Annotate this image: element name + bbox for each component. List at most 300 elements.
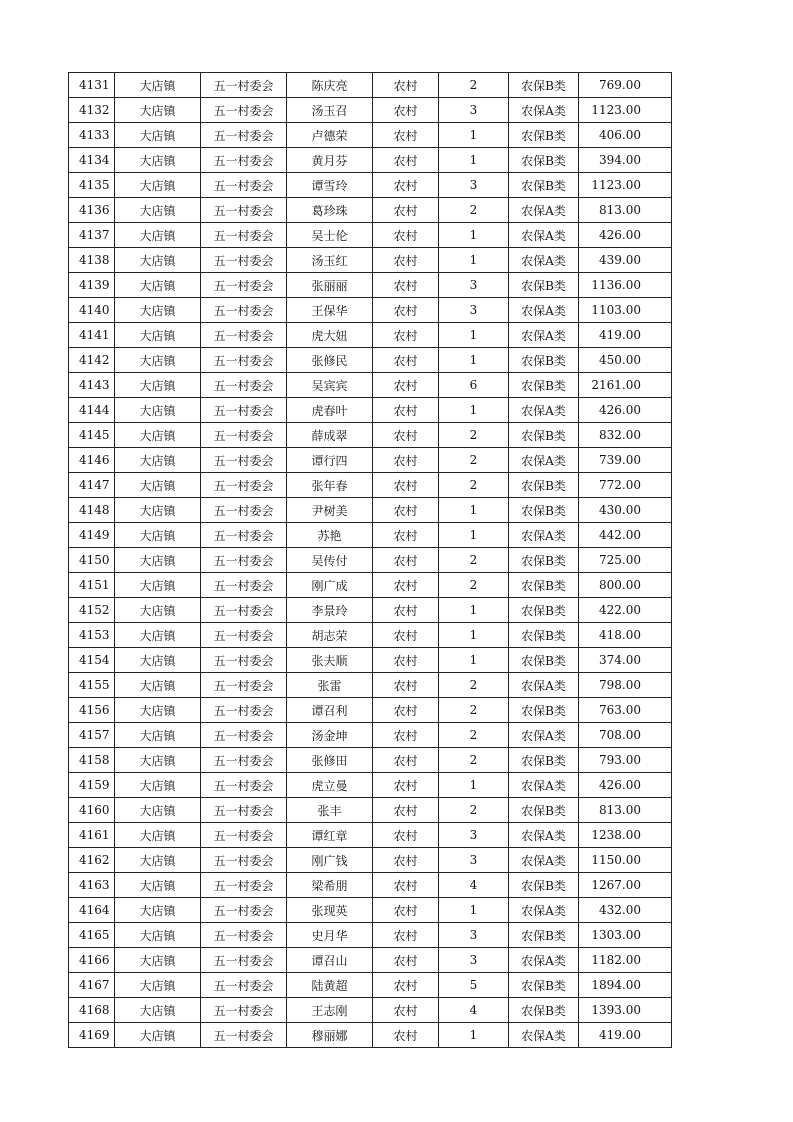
- amount-cell: 832.00: [579, 423, 672, 448]
- village-committee-cell: 五一村委会: [201, 498, 287, 523]
- table-row: [69, 848, 672, 873]
- town-cell: 大店镇: [115, 823, 201, 848]
- insurance-category-cell: 农保B类: [509, 273, 579, 298]
- table-row: [69, 373, 672, 398]
- town-cell: 大店镇: [115, 173, 201, 198]
- town-cell: 大店镇: [115, 948, 201, 973]
- record-number-cell: 4159: [69, 773, 115, 798]
- area-type-cell: 农村: [373, 923, 439, 948]
- amount-cell: 374.00: [579, 648, 672, 673]
- record-number-cell: 4166: [69, 948, 115, 973]
- household-size-cell: 1: [439, 523, 509, 548]
- village-committee-cell: 五一村委会: [201, 298, 287, 323]
- record-number-cell: 4138: [69, 248, 115, 273]
- area-type-cell: 农村: [373, 673, 439, 698]
- household-size-cell: 3: [439, 848, 509, 873]
- village-committee-cell: 五一村委会: [201, 248, 287, 273]
- town-cell: 大店镇: [115, 773, 201, 798]
- table-row: [69, 748, 672, 773]
- town-cell: 大店镇: [115, 498, 201, 523]
- record-number-cell: 4161: [69, 823, 115, 848]
- table-row: [69, 573, 672, 598]
- person-name-cell: 谭召利: [287, 698, 373, 723]
- town-cell: 大店镇: [115, 523, 201, 548]
- insurance-category-cell: 农保A类: [509, 848, 579, 873]
- household-size-cell: 1: [439, 773, 509, 798]
- amount-cell: 725.00: [579, 548, 672, 573]
- village-committee-cell: 五一村委会: [201, 973, 287, 998]
- town-cell: 大店镇: [115, 573, 201, 598]
- town-cell: 大店镇: [115, 473, 201, 498]
- village-committee-cell: 五一村委会: [201, 273, 287, 298]
- household-size-cell: 3: [439, 948, 509, 973]
- household-size-cell: 2: [439, 673, 509, 698]
- area-type-cell: 农村: [373, 748, 439, 773]
- record-number-cell: 4154: [69, 648, 115, 673]
- table-row: [69, 498, 672, 523]
- table-row: [69, 523, 672, 548]
- village-committee-cell: 五一村委会: [201, 348, 287, 373]
- record-number-cell: 4140: [69, 298, 115, 323]
- amount-cell: 1303.00: [579, 923, 672, 948]
- person-name-cell: 张丰: [287, 798, 373, 823]
- household-size-cell: 1: [439, 323, 509, 348]
- table-row: [69, 798, 672, 823]
- record-number-cell: 4153: [69, 623, 115, 648]
- household-size-cell: 3: [439, 823, 509, 848]
- area-type-cell: 农村: [373, 123, 439, 148]
- record-number-cell: 4146: [69, 448, 115, 473]
- insurance-category-cell: 农保B类: [509, 348, 579, 373]
- village-committee-cell: 五一村委会: [201, 173, 287, 198]
- record-number-cell: 4150: [69, 548, 115, 573]
- table-row: [69, 648, 672, 673]
- household-size-cell: 4: [439, 998, 509, 1023]
- village-committee-cell: 五一村委会: [201, 773, 287, 798]
- household-size-cell: 3: [439, 98, 509, 123]
- table-row: [69, 823, 672, 848]
- record-number-cell: 4157: [69, 723, 115, 748]
- person-name-cell: 谭召山: [287, 948, 373, 973]
- household-size-cell: 2: [439, 448, 509, 473]
- amount-cell: 763.00: [579, 698, 672, 723]
- household-size-cell: 2: [439, 473, 509, 498]
- household-size-cell: 1: [439, 1023, 509, 1048]
- amount-cell: 798.00: [579, 673, 672, 698]
- person-name-cell: 胡志荣: [287, 623, 373, 648]
- household-size-cell: 1: [439, 123, 509, 148]
- table-row: [69, 198, 672, 223]
- person-name-cell: 李景玲: [287, 598, 373, 623]
- household-size-cell: 1: [439, 598, 509, 623]
- person-name-cell: 王志刚: [287, 998, 373, 1023]
- household-size-cell: 3: [439, 298, 509, 323]
- amount-cell: 708.00: [579, 723, 672, 748]
- amount-cell: 1123.00: [579, 98, 672, 123]
- insurance-category-cell: 农保A类: [509, 523, 579, 548]
- record-number-cell: 4164: [69, 898, 115, 923]
- household-size-cell: 3: [439, 923, 509, 948]
- town-cell: 大店镇: [115, 548, 201, 573]
- table-row: [69, 698, 672, 723]
- record-number-cell: 4167: [69, 973, 115, 998]
- village-committee-cell: 五一村委会: [201, 398, 287, 423]
- village-committee-cell: 五一村委会: [201, 673, 287, 698]
- area-type-cell: 农村: [373, 1023, 439, 1048]
- insurance-category-cell: 农保B类: [509, 998, 579, 1023]
- amount-cell: 1894.00: [579, 973, 672, 998]
- area-type-cell: 农村: [373, 623, 439, 648]
- record-number-cell: 4152: [69, 598, 115, 623]
- person-name-cell: 张修民: [287, 348, 373, 373]
- area-type-cell: 农村: [373, 773, 439, 798]
- record-number-cell: 4136: [69, 198, 115, 223]
- area-type-cell: 农村: [373, 273, 439, 298]
- record-number-cell: 4137: [69, 223, 115, 248]
- amount-cell: 813.00: [579, 798, 672, 823]
- table-row: [69, 248, 672, 273]
- insurance-category-cell: 农保A类: [509, 448, 579, 473]
- village-committee-cell: 五一村委会: [201, 73, 287, 98]
- insurance-category-cell: 农保A类: [509, 948, 579, 973]
- insurance-category-cell: 农保B类: [509, 698, 579, 723]
- amount-cell: 1103.00: [579, 298, 672, 323]
- village-committee-cell: 五一村委会: [201, 373, 287, 398]
- town-cell: 大店镇: [115, 648, 201, 673]
- town-cell: 大店镇: [115, 973, 201, 998]
- amount-cell: 450.00: [579, 348, 672, 373]
- insurance-category-cell: 农保A类: [509, 198, 579, 223]
- area-type-cell: 农村: [373, 498, 439, 523]
- record-number-cell: 4141: [69, 323, 115, 348]
- household-size-cell: 2: [439, 73, 509, 98]
- insurance-category-cell: 农保B类: [509, 423, 579, 448]
- household-size-cell: 2: [439, 573, 509, 598]
- record-number-cell: 4149: [69, 523, 115, 548]
- area-type-cell: 农村: [373, 348, 439, 373]
- household-size-cell: 1: [439, 148, 509, 173]
- person-name-cell: 虎立曼: [287, 773, 373, 798]
- town-cell: 大店镇: [115, 273, 201, 298]
- person-name-cell: 谭红章: [287, 823, 373, 848]
- household-size-cell: 2: [439, 423, 509, 448]
- person-name-cell: 汤金坤: [287, 723, 373, 748]
- village-committee-cell: 五一村委会: [201, 923, 287, 948]
- village-committee-cell: 五一村委会: [201, 998, 287, 1023]
- insurance-category-cell: 农保B类: [509, 573, 579, 598]
- person-name-cell: 刚广钱: [287, 848, 373, 873]
- village-committee-cell: 五一村委会: [201, 723, 287, 748]
- record-number-cell: 4165: [69, 923, 115, 948]
- village-committee-cell: 五一村委会: [201, 448, 287, 473]
- table-row: [69, 723, 672, 748]
- household-size-cell: 2: [439, 748, 509, 773]
- village-committee-cell: 五一村委会: [201, 1023, 287, 1048]
- town-cell: 大店镇: [115, 923, 201, 948]
- household-size-cell: 1: [439, 223, 509, 248]
- insurance-category-cell: 农保A类: [509, 223, 579, 248]
- amount-cell: 1393.00: [579, 998, 672, 1023]
- village-committee-cell: 五一村委会: [201, 798, 287, 823]
- record-number-cell: 4160: [69, 798, 115, 823]
- person-name-cell: 汤玉红: [287, 248, 373, 273]
- table-row: [69, 173, 672, 198]
- amount-cell: 793.00: [579, 748, 672, 773]
- table-row: [69, 398, 672, 423]
- person-name-cell: 薛成翠: [287, 423, 373, 448]
- household-size-cell: 2: [439, 723, 509, 748]
- amount-cell: 800.00: [579, 573, 672, 598]
- household-size-cell: 1: [439, 248, 509, 273]
- insurance-category-cell: 农保A类: [509, 723, 579, 748]
- area-type-cell: 农村: [373, 573, 439, 598]
- village-committee-cell: 五一村委会: [201, 223, 287, 248]
- insurance-category-cell: 农保A类: [509, 98, 579, 123]
- town-cell: 大店镇: [115, 148, 201, 173]
- person-name-cell: 吴传付: [287, 548, 373, 573]
- table-row: [69, 1023, 672, 1048]
- village-committee-cell: 五一村委会: [201, 548, 287, 573]
- person-name-cell: 虎春叶: [287, 398, 373, 423]
- household-size-cell: 2: [439, 198, 509, 223]
- insurance-category-cell: 农保A类: [509, 323, 579, 348]
- town-cell: 大店镇: [115, 323, 201, 348]
- village-committee-cell: 五一村委会: [201, 848, 287, 873]
- village-committee-cell: 五一村委会: [201, 598, 287, 623]
- roster-body: [69, 73, 672, 1048]
- record-number-cell: 4132: [69, 98, 115, 123]
- area-type-cell: 农村: [373, 823, 439, 848]
- household-size-cell: 1: [439, 623, 509, 648]
- area-type-cell: 农村: [373, 248, 439, 273]
- town-cell: 大店镇: [115, 598, 201, 623]
- insurance-category-cell: 农保A类: [509, 898, 579, 923]
- amount-cell: 769.00: [579, 73, 672, 98]
- assistance-roster-table: [68, 72, 672, 1048]
- table-row: [69, 598, 672, 623]
- table-row: [69, 548, 672, 573]
- record-number-cell: 4139: [69, 273, 115, 298]
- town-cell: 大店镇: [115, 698, 201, 723]
- household-size-cell: 2: [439, 798, 509, 823]
- village-committee-cell: 五一村委会: [201, 148, 287, 173]
- area-type-cell: 农村: [373, 973, 439, 998]
- person-name-cell: 张雷: [287, 673, 373, 698]
- amount-cell: 419.00: [579, 1023, 672, 1048]
- area-type-cell: 农村: [373, 98, 439, 123]
- town-cell: 大店镇: [115, 748, 201, 773]
- area-type-cell: 农村: [373, 948, 439, 973]
- table-row: [69, 473, 672, 498]
- person-name-cell: 陆黄超: [287, 973, 373, 998]
- person-name-cell: 吴士伦: [287, 223, 373, 248]
- person-name-cell: 谭雪玲: [287, 173, 373, 198]
- town-cell: 大店镇: [115, 73, 201, 98]
- household-size-cell: 1: [439, 498, 509, 523]
- insurance-category-cell: 农保B类: [509, 748, 579, 773]
- table-row: [69, 123, 672, 148]
- record-number-cell: 4144: [69, 398, 115, 423]
- area-type-cell: 农村: [373, 423, 439, 448]
- person-name-cell: 王保华: [287, 298, 373, 323]
- town-cell: 大店镇: [115, 873, 201, 898]
- area-type-cell: 农村: [373, 723, 439, 748]
- area-type-cell: 农村: [373, 323, 439, 348]
- amount-cell: 1182.00: [579, 948, 672, 973]
- town-cell: 大店镇: [115, 1023, 201, 1048]
- household-size-cell: 6: [439, 373, 509, 398]
- person-name-cell: 葛珍珠: [287, 198, 373, 223]
- person-name-cell: 谭行四: [287, 448, 373, 473]
- village-committee-cell: 五一村委会: [201, 698, 287, 723]
- area-type-cell: 农村: [373, 873, 439, 898]
- insurance-category-cell: 农保B类: [509, 548, 579, 573]
- town-cell: 大店镇: [115, 798, 201, 823]
- village-committee-cell: 五一村委会: [201, 948, 287, 973]
- village-committee-cell: 五一村委会: [201, 573, 287, 598]
- record-number-cell: 4143: [69, 373, 115, 398]
- town-cell: 大店镇: [115, 123, 201, 148]
- household-size-cell: 3: [439, 173, 509, 198]
- village-committee-cell: 五一村委会: [201, 623, 287, 648]
- amount-cell: 1267.00: [579, 873, 672, 898]
- village-committee-cell: 五一村委会: [201, 873, 287, 898]
- person-name-cell: 刚广成: [287, 573, 373, 598]
- insurance-category-cell: 农保B类: [509, 473, 579, 498]
- area-type-cell: 农村: [373, 473, 439, 498]
- town-cell: 大店镇: [115, 398, 201, 423]
- area-type-cell: 农村: [373, 173, 439, 198]
- area-type-cell: 农村: [373, 898, 439, 923]
- amount-cell: 430.00: [579, 498, 672, 523]
- insurance-category-cell: 农保A类: [509, 1023, 579, 1048]
- table-row: [69, 73, 672, 98]
- amount-cell: 419.00: [579, 323, 672, 348]
- record-number-cell: 4158: [69, 748, 115, 773]
- record-number-cell: 4135: [69, 173, 115, 198]
- amount-cell: 772.00: [579, 473, 672, 498]
- town-cell: 大店镇: [115, 98, 201, 123]
- amount-cell: 813.00: [579, 198, 672, 223]
- village-committee-cell: 五一村委会: [201, 748, 287, 773]
- town-cell: 大店镇: [115, 723, 201, 748]
- person-name-cell: 尹树美: [287, 498, 373, 523]
- household-size-cell: 1: [439, 898, 509, 923]
- area-type-cell: 农村: [373, 598, 439, 623]
- household-size-cell: 2: [439, 548, 509, 573]
- person-name-cell: 梁希朋: [287, 873, 373, 898]
- record-number-cell: 4169: [69, 1023, 115, 1048]
- record-number-cell: 4151: [69, 573, 115, 598]
- town-cell: 大店镇: [115, 448, 201, 473]
- person-name-cell: 穆丽娜: [287, 1023, 373, 1048]
- amount-cell: 418.00: [579, 623, 672, 648]
- insurance-category-cell: 农保B类: [509, 973, 579, 998]
- household-size-cell: 1: [439, 398, 509, 423]
- insurance-category-cell: 农保B类: [509, 148, 579, 173]
- person-name-cell: 黄月芬: [287, 148, 373, 173]
- person-name-cell: 张修田: [287, 748, 373, 773]
- person-name-cell: 陈庆亮: [287, 73, 373, 98]
- village-committee-cell: 五一村委会: [201, 523, 287, 548]
- table-row: [69, 223, 672, 248]
- person-name-cell: 张丽丽: [287, 273, 373, 298]
- table-row: [69, 448, 672, 473]
- area-type-cell: 农村: [373, 373, 439, 398]
- insurance-category-cell: 农保B类: [509, 923, 579, 948]
- table-row: [69, 423, 672, 448]
- town-cell: 大店镇: [115, 423, 201, 448]
- amount-cell: 1123.00: [579, 173, 672, 198]
- town-cell: 大店镇: [115, 198, 201, 223]
- record-number-cell: 4155: [69, 673, 115, 698]
- person-name-cell: 张年春: [287, 473, 373, 498]
- amount-cell: 2161.00: [579, 373, 672, 398]
- town-cell: 大店镇: [115, 623, 201, 648]
- insurance-category-cell: 农保B类: [509, 873, 579, 898]
- table-row: [69, 273, 672, 298]
- insurance-category-cell: 农保B类: [509, 173, 579, 198]
- village-committee-cell: 五一村委会: [201, 648, 287, 673]
- insurance-category-cell: 农保B类: [509, 498, 579, 523]
- amount-cell: 442.00: [579, 523, 672, 548]
- person-name-cell: 苏艳: [287, 523, 373, 548]
- area-type-cell: 农村: [373, 448, 439, 473]
- table-row: [69, 998, 672, 1023]
- record-number-cell: 4142: [69, 348, 115, 373]
- town-cell: 大店镇: [115, 998, 201, 1023]
- person-name-cell: 汤玉召: [287, 98, 373, 123]
- area-type-cell: 农村: [373, 848, 439, 873]
- area-type-cell: 农村: [373, 548, 439, 573]
- area-type-cell: 农村: [373, 648, 439, 673]
- record-number-cell: 4133: [69, 123, 115, 148]
- village-committee-cell: 五一村委会: [201, 323, 287, 348]
- insurance-category-cell: 农保B类: [509, 123, 579, 148]
- record-number-cell: 4168: [69, 998, 115, 1023]
- town-cell: 大店镇: [115, 248, 201, 273]
- area-type-cell: 农村: [373, 298, 439, 323]
- amount-cell: 432.00: [579, 898, 672, 923]
- area-type-cell: 农村: [373, 223, 439, 248]
- insurance-category-cell: 农保A类: [509, 773, 579, 798]
- record-number-cell: 4162: [69, 848, 115, 873]
- table-row: [69, 348, 672, 373]
- person-name-cell: 张现英: [287, 898, 373, 923]
- amount-cell: 739.00: [579, 448, 672, 473]
- record-number-cell: 4145: [69, 423, 115, 448]
- village-committee-cell: 五一村委会: [201, 898, 287, 923]
- insurance-category-cell: 农保B类: [509, 623, 579, 648]
- area-type-cell: 农村: [373, 698, 439, 723]
- village-committee-cell: 五一村委会: [201, 98, 287, 123]
- person-name-cell: 史月华: [287, 923, 373, 948]
- insurance-category-cell: 农保B类: [509, 598, 579, 623]
- amount-cell: 439.00: [579, 248, 672, 273]
- amount-cell: 394.00: [579, 148, 672, 173]
- village-committee-cell: 五一村委会: [201, 823, 287, 848]
- record-number-cell: 4134: [69, 148, 115, 173]
- village-committee-cell: 五一村委会: [201, 198, 287, 223]
- amount-cell: 426.00: [579, 773, 672, 798]
- household-size-cell: 5: [439, 973, 509, 998]
- area-type-cell: 农村: [373, 998, 439, 1023]
- insurance-category-cell: 农保B类: [509, 373, 579, 398]
- amount-cell: 1136.00: [579, 273, 672, 298]
- village-committee-cell: 五一村委会: [201, 123, 287, 148]
- table-row: [69, 773, 672, 798]
- record-number-cell: 4147: [69, 473, 115, 498]
